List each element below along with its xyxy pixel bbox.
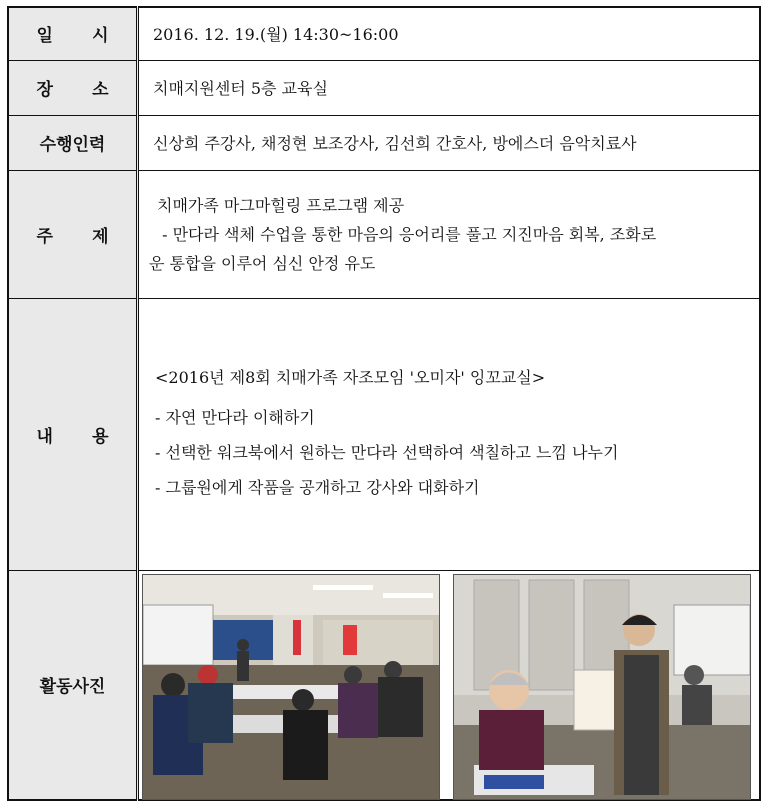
content-item-2: - 선택한 워크북에서 원하는 만다라 선택하여 색칠하고 느낌 나누기	[155, 442, 619, 462]
photos-cell	[138, 570, 761, 800]
activity-report-table	[7, 6, 761, 801]
date-label-cell	[8, 7, 138, 60]
activity-photo-1	[142, 574, 440, 800]
place-label-cell	[8, 60, 138, 115]
topic-label: 주 제	[36, 226, 109, 247]
row-date	[8, 7, 760, 60]
topic-value	[138, 170, 761, 298]
row-staff	[8, 115, 760, 170]
place-value: 치매지원센터 5층 교육실	[138, 60, 761, 115]
content-label-cell	[8, 298, 138, 570]
instructor-photo-illustration	[454, 575, 750, 799]
content-value	[138, 298, 761, 570]
photos-label: 활동사진	[8, 570, 138, 800]
topic-line-3: 운 통합을 이루어 심신 안정 유도	[149, 253, 376, 273]
topic-label-cell	[8, 170, 138, 298]
date-label: 일 시	[36, 26, 109, 47]
row-place	[8, 60, 760, 115]
staff-label: 수행인력	[8, 115, 138, 170]
activity-photo-2	[453, 574, 751, 800]
content-item-3: - 그룹원에게 작품을 공개하고 강사와 대화하기	[155, 477, 480, 497]
date-value: 2016. 12. 19.(월) 14:30~16:00	[138, 7, 761, 60]
content-title: <2016년 제8회 치매가족 자조모임 '오미자' 잉꼬교실>	[155, 367, 546, 387]
place-label: 장 소	[36, 80, 109, 100]
content-label: 내 용	[36, 426, 109, 447]
content-block	[153, 359, 749, 498]
staff-value: 신상희 주강사, 채정현 보조강사, 김선희 간호사, 방에스더 음악치료사	[138, 115, 761, 170]
row-photos	[8, 570, 760, 800]
row-topic	[8, 170, 760, 298]
topic-line-1: 치매가족 마그마힐링 프로그램 제공	[157, 195, 405, 215]
content-item-1: - 자연 만다라 이해하기	[155, 407, 315, 427]
classroom-photo-illustration	[143, 575, 439, 799]
row-content	[8, 298, 760, 570]
topic-line-2: - 만다라 색체 수업을 통한 마음의 응어리를 풀고 지진마음 회복, 조화로	[157, 224, 657, 244]
